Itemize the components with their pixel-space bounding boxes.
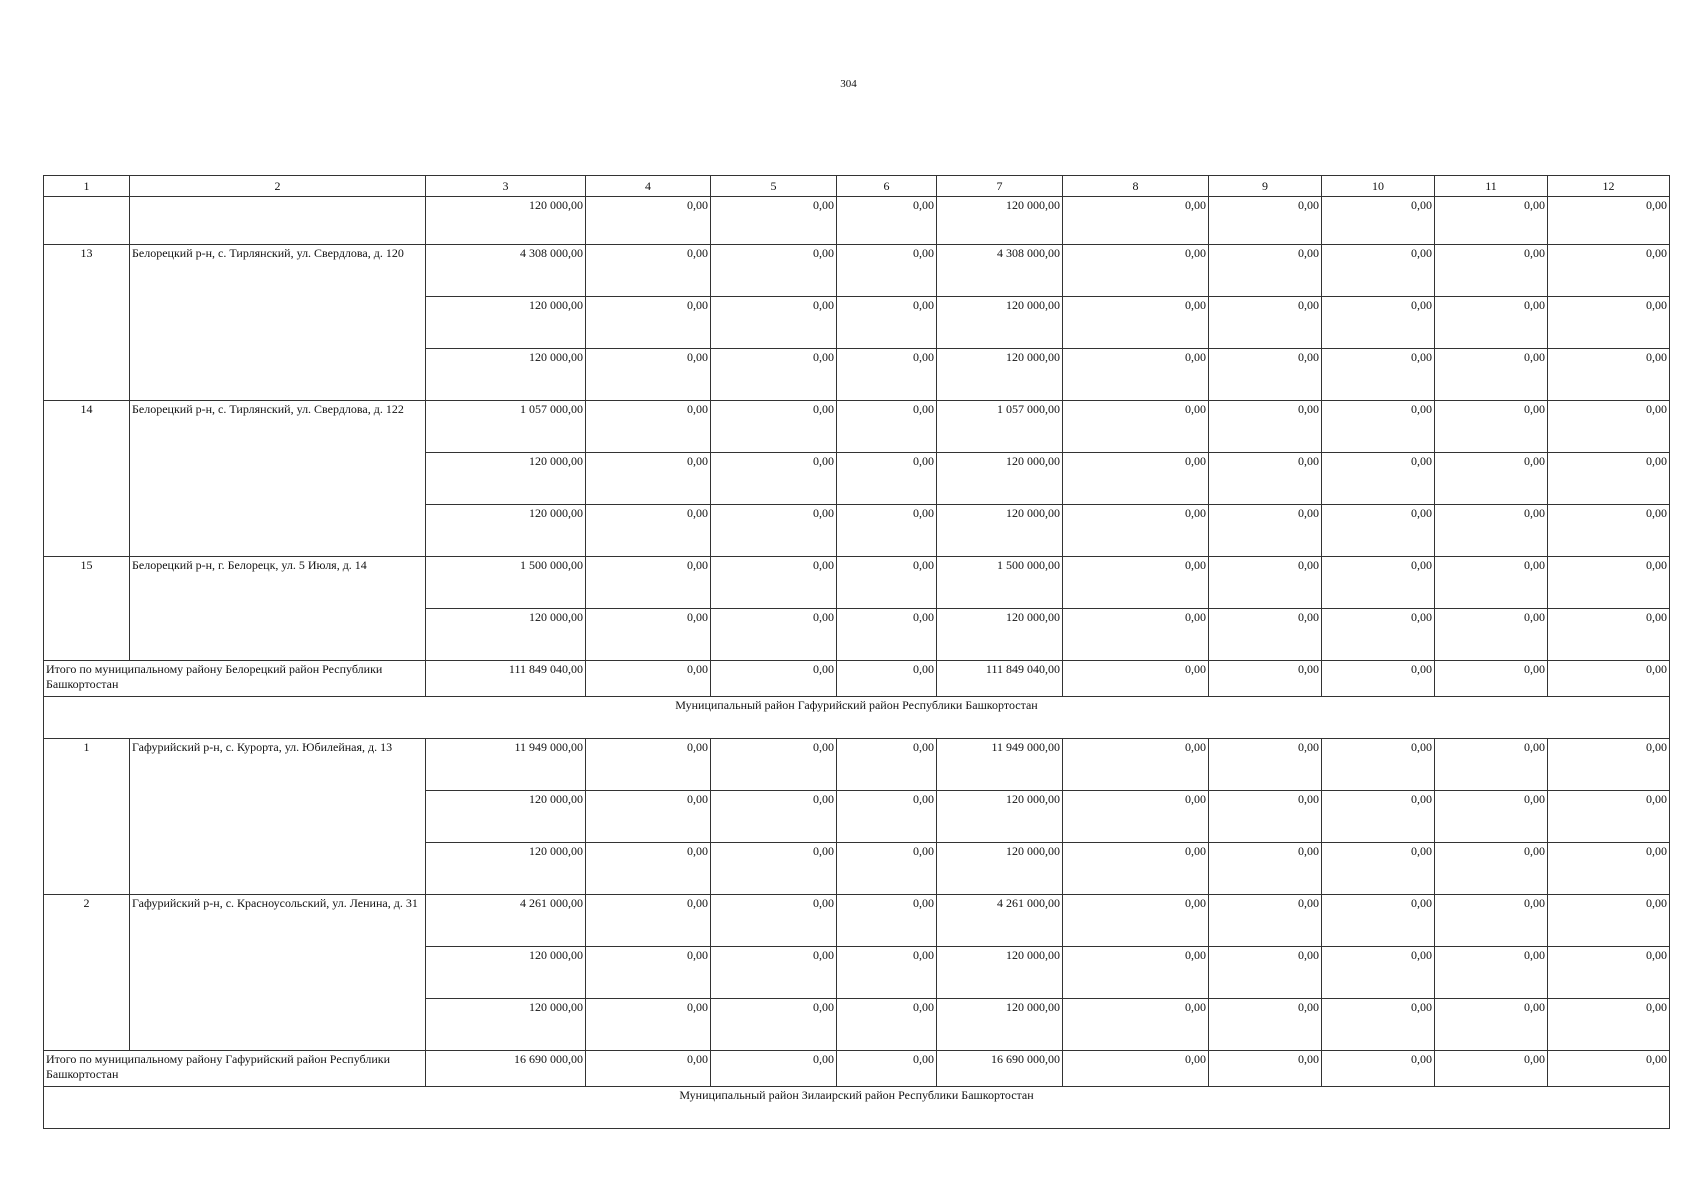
amount-cell: 0,00 [1209,947,1322,999]
amount-cell: 0,00 [1548,661,1670,697]
amount-cell: 0,00 [1548,999,1670,1051]
amount-cell: 0,00 [711,843,837,895]
row-index: 15 [44,557,130,661]
amount-cell: 0,00 [1063,197,1209,245]
amount-cell: 0,00 [1548,609,1670,661]
column-header-1: 1 [44,176,130,197]
amount-cell: 0,00 [711,739,837,791]
amount-cell: 120 000,00 [937,609,1063,661]
amount-cell: 120 000,00 [426,349,586,401]
section-heading: Муниципальный район Гафурийский район Республики Башкортостан [44,697,1670,739]
amount-cell: 0,00 [1063,947,1209,999]
amount-cell: 0,00 [1548,947,1670,999]
amount-cell: 0,00 [1063,557,1209,609]
amount-cell: 11 949 000,00 [937,739,1063,791]
row-index [44,197,130,245]
amount-cell: 0,00 [711,1051,837,1087]
amount-cell: 0,00 [837,401,937,453]
table-row [44,557,1670,609]
amount-cell: 111 849 040,00 [937,661,1063,697]
amount-cell: 0,00 [1209,245,1322,297]
amount-cell: 0,00 [586,947,711,999]
amount-cell: 0,00 [1435,453,1548,505]
amount-cell: 0,00 [1548,739,1670,791]
amount-cell: 0,00 [1435,791,1548,843]
amount-cell: 0,00 [711,999,837,1051]
amount-cell: 0,00 [1548,791,1670,843]
amount-cell: 0,00 [1209,609,1322,661]
column-header-7: 7 [937,176,1063,197]
amount-cell: 0,00 [837,1051,937,1087]
row-address: Белорецкий р-н, г. Белорецк, ул. 5 Июля, д. 14 [130,557,426,661]
column-header-5: 5 [711,176,837,197]
amount-cell: 1 500 000,00 [937,557,1063,609]
amount-cell: 0,00 [1435,739,1548,791]
amount-cell: 0,00 [1548,197,1670,245]
amount-cell: 0,00 [1435,1051,1548,1087]
table-row [44,739,1670,791]
amount-cell: 0,00 [711,453,837,505]
budget-table [43,175,1670,1129]
row-address: Гафурийский р-н, с. Красноусольский, ул. Ленина, д. 31 [130,895,426,1051]
amount-cell: 0,00 [1548,245,1670,297]
amount-cell: 0,00 [1209,843,1322,895]
amount-cell: 0,00 [711,791,837,843]
amount-cell: 0,00 [837,349,937,401]
row-address [130,197,426,245]
amount-cell: 0,00 [1322,401,1435,453]
amount-cell: 0,00 [1063,505,1209,557]
row-index: 1 [44,739,130,895]
amount-cell: 0,00 [586,791,711,843]
amount-cell: 0,00 [1063,1051,1209,1087]
amount-cell: 0,00 [586,245,711,297]
amount-cell: 1 500 000,00 [426,557,586,609]
amount-cell: 0,00 [586,661,711,697]
amount-cell: 0,00 [1063,401,1209,453]
table-row [44,245,1670,297]
row-index: 2 [44,895,130,1051]
amount-cell: 0,00 [1548,1051,1670,1087]
amount-cell: 0,00 [1322,505,1435,557]
amount-cell: 0,00 [1063,297,1209,349]
amount-cell: 1 057 000,00 [937,401,1063,453]
amount-cell: 0,00 [1435,297,1548,349]
amount-cell: 0,00 [1209,505,1322,557]
amount-cell: 120 000,00 [937,349,1063,401]
amount-cell: 0,00 [1063,349,1209,401]
amount-cell: 0,00 [1063,895,1209,947]
amount-cell: 0,00 [837,453,937,505]
column-header-2: 2 [130,176,426,197]
amount-cell: 0,00 [837,947,937,999]
amount-cell: 120 000,00 [426,197,586,245]
column-header-11: 11 [1435,176,1548,197]
amount-cell: 0,00 [1209,739,1322,791]
section-heading: Муниципальный район Зилаирский район Республики Башкортостан [44,1087,1670,1129]
amount-cell: 120 000,00 [937,947,1063,999]
amount-cell: 0,00 [586,739,711,791]
amount-cell: 0,00 [1548,895,1670,947]
total-row [44,1051,1670,1087]
total-label: Итого по муниципальному району Гафурийский район Республики Башкортостан [44,1051,426,1087]
column-header-9: 9 [1209,176,1322,197]
amount-cell: 0,00 [586,999,711,1051]
amount-cell: 120 000,00 [426,297,586,349]
amount-cell: 0,00 [711,245,837,297]
amount-cell: 120 000,00 [426,453,586,505]
amount-cell: 120 000,00 [426,947,586,999]
amount-cell: 0,00 [586,401,711,453]
column-number-header [44,176,1670,197]
amount-cell: 0,00 [837,999,937,1051]
row-address: Белорецкий р-н, с. Тирлянский, ул. Свердлова, д. 122 [130,401,426,557]
amount-cell: 0,00 [711,197,837,245]
amount-cell: 120 000,00 [426,791,586,843]
amount-cell: 0,00 [1063,791,1209,843]
total-label: Итого по муниципальному району Белорецкий район Республики Башкортостан [44,661,426,697]
amount-cell: 0,00 [1435,349,1548,401]
amount-cell: 0,00 [1435,999,1548,1051]
column-header-10: 10 [1322,176,1435,197]
amount-cell: 0,00 [837,609,937,661]
amount-cell: 0,00 [1063,843,1209,895]
amount-cell: 0,00 [586,197,711,245]
amount-cell: 0,00 [1209,661,1322,697]
amount-cell: 0,00 [1435,843,1548,895]
amount-cell: 0,00 [1322,197,1435,245]
amount-cell: 0,00 [1322,999,1435,1051]
amount-cell: 120 000,00 [426,843,586,895]
amount-cell: 0,00 [711,661,837,697]
amount-cell: 120 000,00 [937,505,1063,557]
amount-cell: 0,00 [1322,349,1435,401]
amount-cell: 0,00 [1209,557,1322,609]
amount-cell: 0,00 [1063,999,1209,1051]
amount-cell: 0,00 [1063,453,1209,505]
table-row [44,895,1670,947]
amount-cell: 0,00 [1322,609,1435,661]
amount-cell: 0,00 [711,297,837,349]
amount-cell: 0,00 [1322,245,1435,297]
amount-cell: 4 308 000,00 [937,245,1063,297]
amount-cell: 111 849 040,00 [426,661,586,697]
amount-cell: 0,00 [1435,609,1548,661]
amount-cell: 0,00 [1435,895,1548,947]
amount-cell: 120 000,00 [937,197,1063,245]
amount-cell: 0,00 [1548,453,1670,505]
amount-cell: 120 000,00 [937,297,1063,349]
amount-cell: 0,00 [1322,895,1435,947]
amount-cell: 0,00 [1209,895,1322,947]
amount-cell: 0,00 [1322,557,1435,609]
section-heading-row [44,1087,1670,1129]
amount-cell: 120 000,00 [937,999,1063,1051]
amount-cell: 0,00 [1322,947,1435,999]
amount-cell: 0,00 [1435,245,1548,297]
amount-cell: 0,00 [711,401,837,453]
amount-cell: 0,00 [1548,505,1670,557]
amount-cell: 0,00 [1435,947,1548,999]
amount-cell: 120 000,00 [426,505,586,557]
amount-cell: 0,00 [1548,349,1670,401]
amount-cell: 0,00 [711,557,837,609]
amount-cell: 0,00 [1063,245,1209,297]
amount-cell: 0,00 [1548,401,1670,453]
amount-cell: 0,00 [1435,661,1548,697]
amount-cell: 0,00 [1322,843,1435,895]
amount-cell: 0,00 [1435,505,1548,557]
amount-cell: 0,00 [837,895,937,947]
amount-cell: 0,00 [1322,453,1435,505]
amount-cell: 0,00 [586,895,711,947]
amount-cell: 0,00 [586,557,711,609]
amount-cell: 0,00 [1209,197,1322,245]
amount-cell: 120 000,00 [426,999,586,1051]
total-row [44,661,1670,697]
amount-cell: 0,00 [586,843,711,895]
row-address: Гафурийский р-н, с. Курорта, ул. Юбилейная, д. 13 [130,739,426,895]
amount-cell: 0,00 [1322,661,1435,697]
column-header-12: 12 [1548,176,1670,197]
amount-cell: 0,00 [837,739,937,791]
amount-cell: 0,00 [1548,557,1670,609]
amount-cell: 0,00 [1209,999,1322,1051]
amount-cell: 16 690 000,00 [937,1051,1063,1087]
amount-cell: 0,00 [1063,739,1209,791]
table-row [44,197,1670,245]
amount-cell: 0,00 [586,609,711,661]
amount-cell: 120 000,00 [937,843,1063,895]
amount-cell: 11 949 000,00 [426,739,586,791]
amount-cell: 0,00 [586,1051,711,1087]
amount-cell: 0,00 [711,947,837,999]
amount-cell: 0,00 [1435,401,1548,453]
amount-cell: 0,00 [586,453,711,505]
amount-cell: 0,00 [1209,453,1322,505]
amount-cell: 0,00 [1548,843,1670,895]
amount-cell: 0,00 [1322,1051,1435,1087]
section-heading-row [44,697,1670,739]
row-index: 14 [44,401,130,557]
amount-cell: 4 261 000,00 [937,895,1063,947]
amount-cell: 4 261 000,00 [426,895,586,947]
amount-cell: 120 000,00 [937,791,1063,843]
amount-cell: 0,00 [1209,401,1322,453]
amount-cell: 0,00 [1322,739,1435,791]
amount-cell: 0,00 [837,245,937,297]
amount-cell: 0,00 [586,505,711,557]
amount-cell: 0,00 [711,895,837,947]
amount-cell: 0,00 [1209,791,1322,843]
amount-cell: 0,00 [1322,791,1435,843]
column-header-8: 8 [1063,176,1209,197]
amount-cell: 0,00 [1322,297,1435,349]
amount-cell: 16 690 000,00 [426,1051,586,1087]
amount-cell: 120 000,00 [937,453,1063,505]
column-header-3: 3 [426,176,586,197]
amount-cell: 0,00 [1435,557,1548,609]
amount-cell: 0,00 [837,843,937,895]
amount-cell: 0,00 [1063,661,1209,697]
amount-cell: 0,00 [1209,1051,1322,1087]
amount-cell: 0,00 [837,197,937,245]
amount-cell: 0,00 [1209,349,1322,401]
row-address: Белорецкий р-н, с. Тирлянский, ул. Свердлова, д. 120 [130,245,426,401]
amount-cell: 0,00 [711,349,837,401]
column-header-6: 6 [837,176,937,197]
amount-cell: 0,00 [1435,197,1548,245]
amount-cell: 0,00 [1063,609,1209,661]
amount-cell: 0,00 [837,297,937,349]
amount-cell: 0,00 [711,609,837,661]
table-body [44,176,1670,1129]
amount-cell: 0,00 [1209,297,1322,349]
table-row [44,401,1670,453]
row-index: 13 [44,245,130,401]
amount-cell: 0,00 [1548,297,1670,349]
amount-cell: 1 057 000,00 [426,401,586,453]
amount-cell: 0,00 [586,349,711,401]
amount-cell: 0,00 [837,661,937,697]
amount-cell: 0,00 [711,505,837,557]
amount-cell: 120 000,00 [426,609,586,661]
amount-cell: 0,00 [837,505,937,557]
page-number: 304 [840,78,857,90]
amount-cell: 0,00 [586,297,711,349]
amount-cell: 0,00 [837,557,937,609]
amount-cell: 0,00 [837,791,937,843]
column-header-4: 4 [586,176,711,197]
amount-cell: 4 308 000,00 [426,245,586,297]
